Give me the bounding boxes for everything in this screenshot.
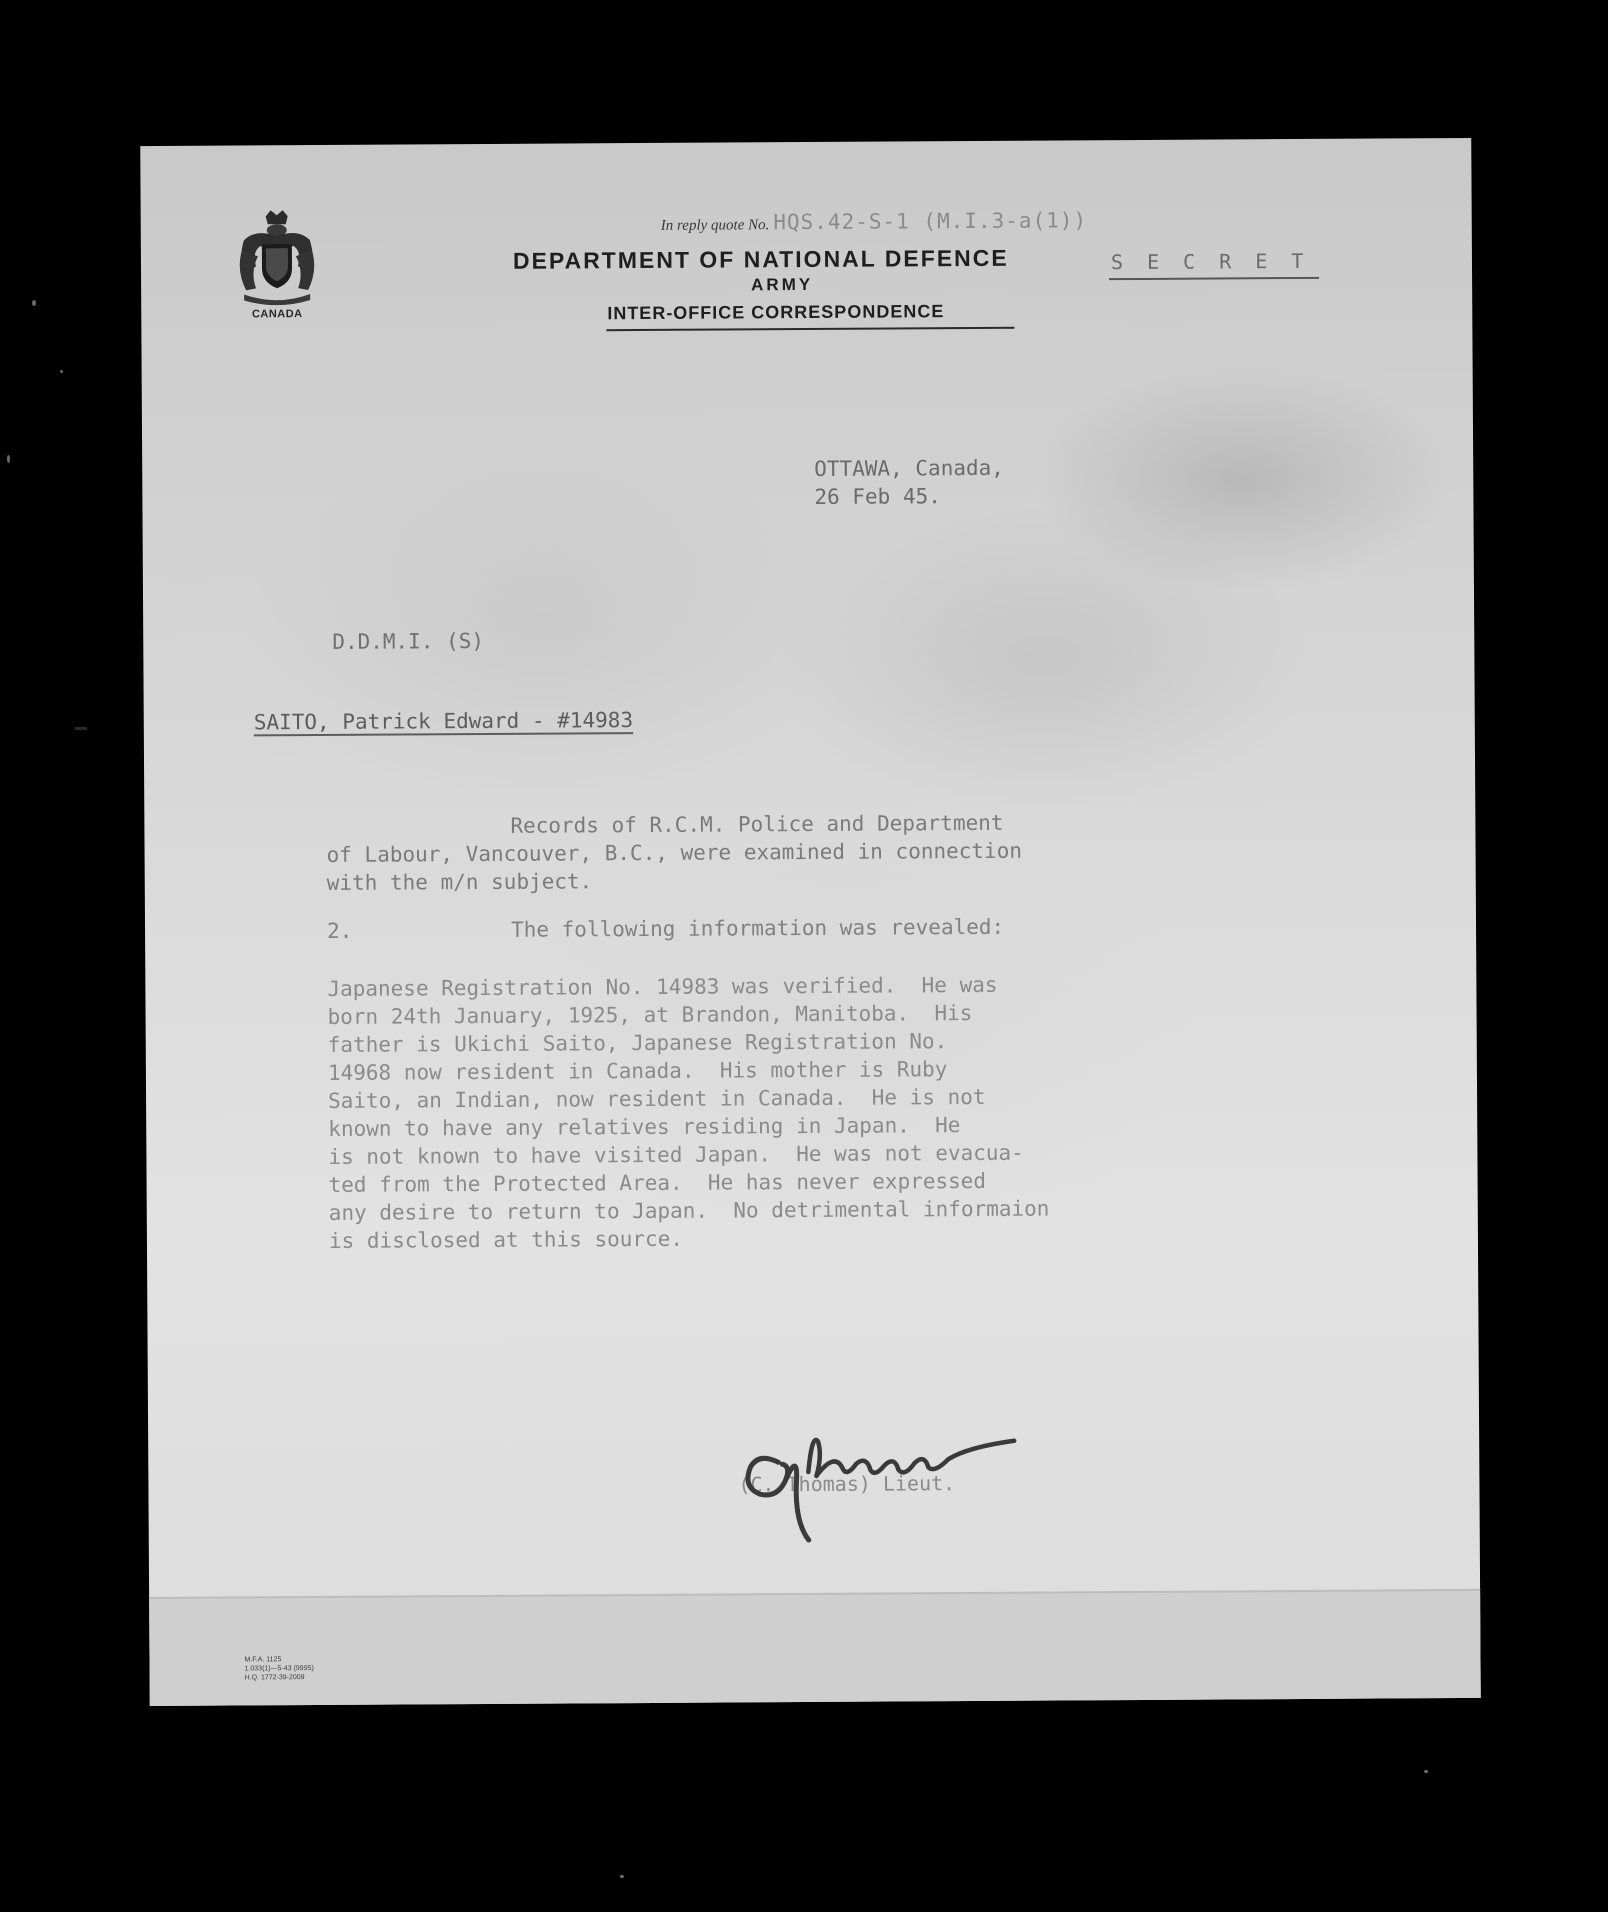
paragraph-line: Saito, an Indian, now resident in Canada. He is not [328, 1084, 986, 1113]
paragraph-number: 2. [326, 918, 353, 943]
dust-speck [60, 370, 63, 373]
dust-speck [1424, 1770, 1428, 1773]
paragraph-line: father is Ukichi Saito, Japanese Registration No. [327, 1029, 948, 1057]
paragraph-line: Records of R.C.M. Police and Department [510, 810, 1004, 838]
paragraph-line: is not known to have visited Japan. He was not evacua- [328, 1140, 1024, 1169]
branch-title: ARMY [751, 274, 814, 295]
reply-quote-line [661, 208, 1088, 235]
dust-speck [7, 455, 10, 463]
document-type: INTER-OFFICE CORRESPONDENCE [607, 301, 945, 324]
document-type-underline [606, 327, 1014, 331]
classification-mark: S E C R E T [1110, 248, 1310, 275]
paragraph-line: known to have any relatives residing in Japan. He [328, 1113, 961, 1141]
subject-line: SAITO, Patrick Edward - #14983 [253, 708, 634, 735]
form-code-line: H.Q. 1772-39-2009 [244, 1674, 305, 1682]
paragraph-3 [327, 971, 1049, 1255]
dust-speck [32, 300, 36, 306]
footer-band [149, 1589, 1481, 1706]
form-code-line: M.F.A. 1125 [244, 1656, 282, 1664]
paragraph-line: ted from the Protected Area. He has never expressed [328, 1168, 987, 1197]
dust-speck [620, 1875, 624, 1878]
paragraph-2 [327, 913, 1004, 945]
signature-caption: (C. Thomas) Lieut. [738, 1471, 956, 1497]
form-code-line: 1.033(1)—5-43 (9995) [244, 1665, 314, 1673]
margin-mark [75, 727, 87, 730]
paragraph-line: 14968 now resident in Canada. His mother is Ruby [327, 1057, 948, 1085]
paragraph-line: any desire to return to Japan. No detrimental informaion [328, 1196, 1050, 1225]
paragraph-line: is disclosed at this source. [328, 1226, 684, 1253]
paragraph-text: The following information was revealed: [510, 914, 1005, 942]
handwritten-signature [738, 1410, 1099, 1552]
paragraph-line: Japanese Registration No. 14983 was verified. He was [327, 972, 998, 1001]
paragraph-line: with the m/n subject. [326, 869, 593, 895]
paragraph-line: born 24th January, 1925, at Brandon, Manitoba. His [327, 1001, 973, 1029]
department-title: DEPARTMENT OF NATIONAL DEFENCE [512, 244, 1009, 274]
canada-coat-of-arms [236, 210, 319, 321]
addressee: D.D.M.I. (S) [332, 628, 485, 654]
date-line: 26 Feb 45. [814, 484, 941, 509]
paragraph-line: of Labour, Vancouver, B.C., were examined in connection [326, 838, 1023, 867]
reply-quote-label: In reply quote No. [660, 217, 770, 234]
crest-label: CANADA [251, 308, 303, 321]
reply-quote-number: HQS.42-S-1 (M.I.3-a(1)) [773, 208, 1088, 235]
document-page [140, 138, 1481, 1706]
classification-underline [1109, 277, 1319, 280]
place-and-date [814, 454, 1004, 511]
form-code [244, 1655, 313, 1682]
crest-icon [236, 210, 319, 305]
place-line: OTTAWA, Canada, [814, 455, 1004, 481]
paragraph-1 [326, 809, 1022, 897]
